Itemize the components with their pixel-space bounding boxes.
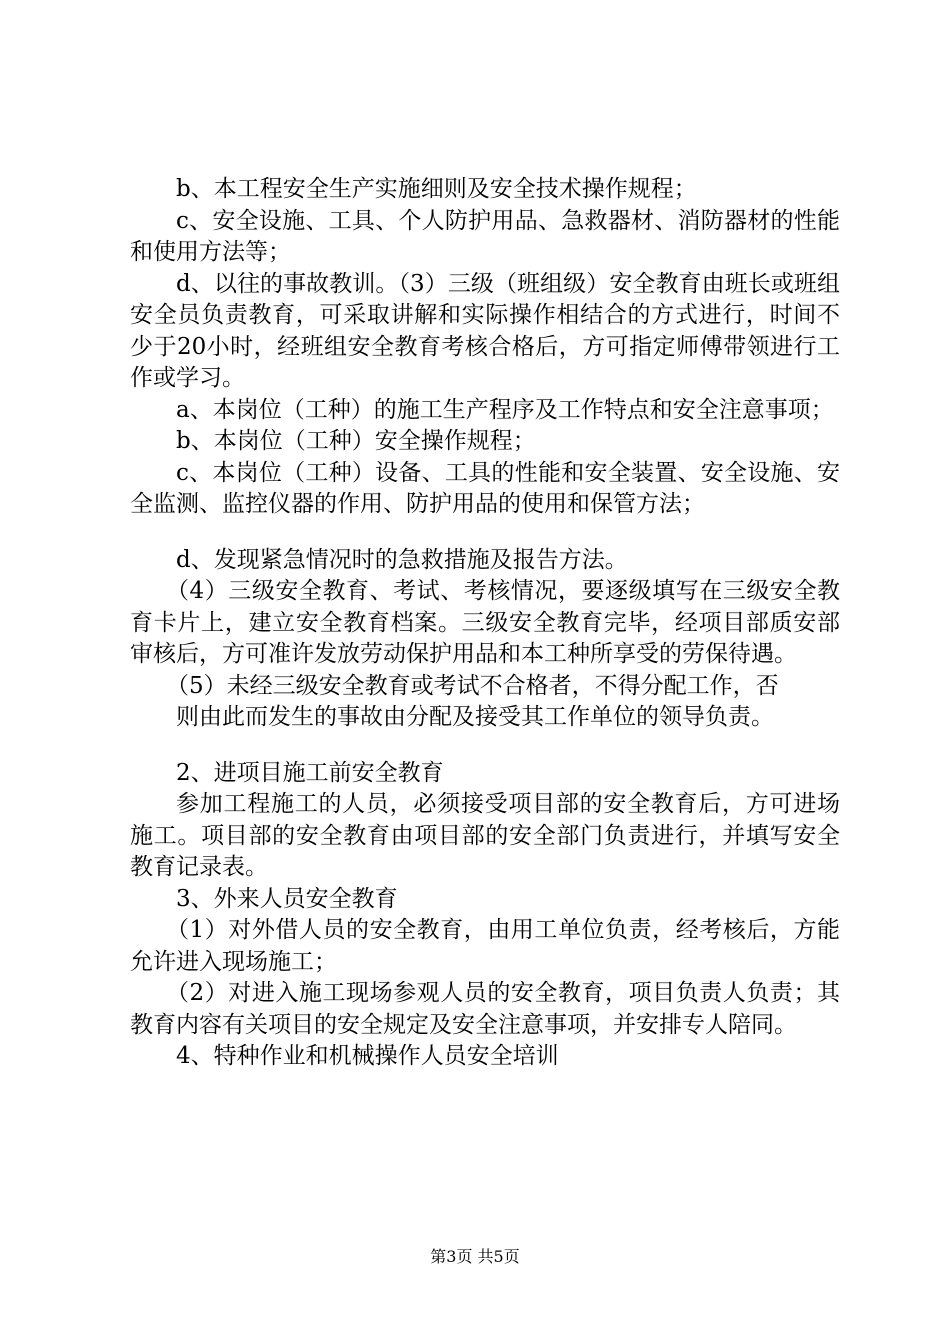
section-heading: 2、进项目施工前安全教育 [176,759,444,786]
paragraph: 则由此而发生的事故由分配及接受其工作单位的领导负责。 [176,704,774,730]
paragraph: 参加工程施工的人员，必须接受项目部的安全教育后，方可进场施工。项目部的安全教育由项目部的安全部门负责进行，并填写安全教育记录表。 [130,791,840,880]
paragraph: （5）未经三级安全教育或考试不合格者，不得分配工作，否 [166,672,779,699]
paragraph: （1）对外借人员的安全教育，由用工单位负责，经考核后，方能允许进入现场施工； [130,917,840,975]
page-number-label: 第3页 共5页 [430,1247,520,1266]
paragraph: d、发现紧急情况时的急救措施及报告方法。 [176,546,628,573]
document-body [130,174,840,1073]
section-heading: 3、外来人员安全教育 [176,885,398,912]
paragraph-gap [130,734,840,758]
paragraph-gap [130,521,840,545]
paragraph: a、本岗位（工种）的施工生产程序及工作特点和安全注意事项； [176,396,834,423]
paragraph: d、以往的事故教训。（3）三级（班组级）安全教育由班长或班组安全员负责教育，可采取讲解和实际操作相结合的方式进行，时间不少于20小时，经班组安全教育考核合格后，方可指定师傅带领进行工作或学习。 [130,270,840,391]
paragraph: b、本工程安全生产实施细则及安全技术操作规程； [176,176,697,202]
paragraph: c、安全设施、工具、个人防护用品、急救器材、消防器材的性能和使用方法等； [130,207,840,265]
page-footer [0,1244,950,1267]
paragraph: b、本岗位（工种）安全操作规程； [176,428,536,454]
paragraph: （4）三级安全教育、考试、考核情况，要逐级填写在三级安全教育卡片上，建立安全教育档案。三级安全教育完毕，经项目部质安部审核后，方可准许发放劳动保护用品和本工种所享受的劳保待遇。 [130,578,840,667]
paragraph: c、本岗位（工种）设备、工具的性能和安全装置、安全设施、安全监测、监控仪器的作用、防护用品的使用和保管方法； [130,459,840,517]
section-heading: 4、特种作业和机械操作人员安全培训 [176,1043,559,1069]
paragraph: （2）对进入施工现场参观人员的安全教育，项目负责人负责；其教育内容有关项目的安全规定及安全注意事项，并安排专人陪同。 [130,980,840,1038]
